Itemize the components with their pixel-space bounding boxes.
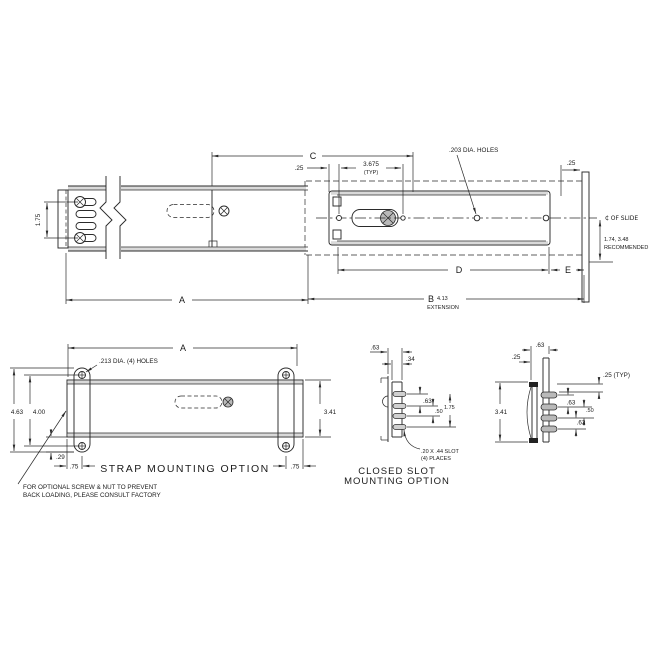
dim-label-50-cs: .50: [435, 409, 443, 415]
dim-label-b: B: [427, 294, 435, 304]
centerline-label: ₵ OF SLIDE: [605, 215, 639, 222]
dim-label-c: C: [309, 151, 317, 161]
closed-slots: [393, 392, 406, 430]
dim-label-175: 1.75: [35, 213, 42, 227]
end-cap-top: [529, 382, 538, 387]
dim-63-top-end: [522, 342, 558, 380]
dim-label-29: .29: [56, 454, 65, 461]
main-profile-view: [35, 147, 648, 311]
dim-25-left-end: [512, 354, 530, 362]
strap-hole: [283, 443, 290, 450]
note-label-213-holes: .213 DIA. (4) HOLES: [99, 358, 158, 365]
dim-label-e: E: [564, 265, 572, 275]
dim-label-50-end: .50: [586, 408, 594, 414]
strap-hole: [79, 443, 86, 450]
latch-notch: [209, 241, 217, 247]
dim-b: [308, 275, 584, 311]
note-factory-line2: BACK LOADING, PLEASE CONSULT FACTORY: [23, 492, 161, 499]
mounting-hole: [401, 216, 405, 220]
end-profile: [527, 358, 557, 443]
recommended-word: RECOMMENDED: [604, 245, 649, 251]
closed-slot-mounting-view: [344, 345, 459, 488]
slide-end-view: [495, 342, 630, 443]
dim-label-63-upper: .63: [566, 399, 576, 407]
dim-341-end: [495, 382, 528, 442]
dim-label-a: A: [178, 295, 186, 305]
note-label-203-holes: .203 DIA. HOLES: [449, 147, 499, 154]
mounting-hole: [337, 216, 342, 221]
note-factory-line1: FOR OPTIONAL SCREW & NUT TO PREVENT: [23, 484, 158, 491]
dim-label-3675: 3.675: [363, 161, 379, 168]
recommended-values: 1.74, 3.48: [604, 237, 629, 243]
dim-175-left: [35, 202, 78, 238]
dim-341-strap: [305, 380, 337, 437]
view-title-strap: STRAP MOUNTING OPTION: [100, 463, 270, 475]
dim-label-b-word: EXTENSION: [427, 305, 459, 311]
dim-34-cs: [382, 356, 415, 380]
dim-label-3675-typ: (TYP): [363, 170, 379, 176]
dim-label-63-top-end: .63: [535, 342, 545, 349]
dim-label-63-top-cs: .63: [370, 344, 380, 352]
end-cap: [58, 190, 68, 248]
dim-75-right: [273, 439, 316, 471]
dim-label-34: .34: [406, 356, 415, 363]
dim-label-175-cs: 1.75: [444, 405, 455, 411]
dim-a: [66, 253, 308, 305]
dim-label-b-value: 4.13: [437, 296, 448, 302]
note-slot-line2: (4) PLACES: [421, 456, 451, 462]
dim-label-63-lower: .63: [576, 419, 586, 427]
dim-label-25-left-end: .25: [511, 354, 521, 361]
end-cap-bottom: [529, 438, 538, 443]
dim-d: [338, 247, 549, 275]
view-title-closed-slot-2: MOUNTING OPTION: [344, 476, 450, 487]
dim-label-75-left: .75: [69, 463, 79, 471]
view-title-closed-slot-1: CLOSED SLOT: [358, 466, 436, 477]
dim-prong-spacing: [558, 388, 594, 437]
strap-hole: [79, 372, 86, 379]
slide-body: [67, 380, 303, 437]
strap-hole: [283, 372, 290, 379]
dim-label-341-strap: 3.41: [323, 409, 337, 416]
strap-bow: [527, 387, 531, 438]
channel-profile: [381, 376, 402, 442]
dim-label-a-strap: A: [179, 343, 187, 353]
pin: [223, 397, 233, 407]
mounting-hole: [543, 215, 549, 221]
mounting-hole: [474, 215, 480, 221]
dim-label-25-right: .25: [566, 160, 576, 167]
dim-25-right: [561, 160, 580, 196]
strap-bump: [383, 396, 389, 407]
note-213-holes: [86, 358, 158, 372]
dim-label-75-right: .75: [290, 463, 300, 471]
note-centerline: [589, 215, 648, 262]
dim-e: [551, 265, 584, 275]
dim-label-25-typ: .25 (TYP): [603, 372, 630, 379]
dim-label-463: 4.63: [10, 409, 24, 416]
dim-label-341-end: 3.41: [494, 409, 508, 416]
rear-bracket-plate: [582, 172, 589, 302]
dim-label-400: 4.00: [32, 409, 46, 416]
dim-label-25-left: .25: [294, 165, 304, 172]
outer-member: [58, 176, 308, 259]
clip: [333, 197, 341, 206]
dim-label-63-right: .63: [423, 398, 432, 405]
dim-label-d: D: [455, 265, 463, 275]
hidden-slot: [167, 205, 214, 218]
pin: [219, 206, 229, 216]
note-slot: [404, 430, 460, 462]
note-slot-line1: .20 X .44 SLOT: [421, 449, 459, 455]
dim-slot-spacing: [407, 387, 456, 428]
strap-mounting-view: [10, 343, 337, 499]
clip: [333, 230, 341, 239]
